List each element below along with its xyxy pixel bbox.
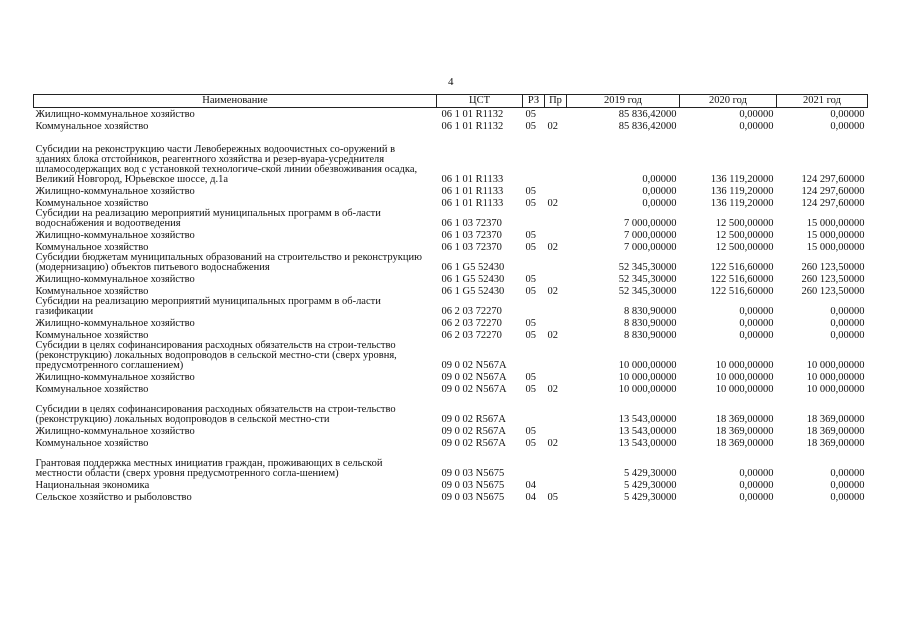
cell-2021: 10 000,00000 — [806, 372, 865, 383]
cell-name: Коммунальное хозяйство — [35, 121, 149, 132]
cell-2019: 10 000,00000 — [618, 360, 677, 371]
table-row — [34, 132, 868, 185]
cell-cst: 06 1 03 72370 — [441, 242, 502, 253]
cell-name: Субсидии бюджетам муниципальных образований на строительство и реконструкцию (модернизацию) объектов питьевого водоснабжения — [35, 252, 422, 273]
cell-2021: 124 297,60000 — [801, 198, 865, 209]
cell-cst: 09 0 03 N5675 — [441, 480, 505, 491]
cell-cst: 09 0 02 N567A — [441, 372, 507, 383]
cell-2021: 124 297,60000 — [801, 174, 865, 185]
cell-pr — [545, 229, 567, 241]
cell-name: Жилищно-коммунальное хозяйство — [35, 186, 195, 197]
cell-2019: 52 345,30000 — [618, 286, 677, 297]
cell-cst: 06 1 01 R1133 — [441, 174, 504, 185]
cell-2020: 18 369,00000 — [715, 414, 774, 425]
header-name: Наименование — [34, 95, 437, 108]
table-body — [34, 108, 868, 504]
cell-cst: 09 0 02 R567A — [441, 426, 506, 437]
cell-rz: 05 — [525, 330, 536, 341]
page-number: 4 — [448, 76, 454, 88]
cell-2020: 0,00000 — [739, 330, 774, 341]
cell-2020: 136 119,20000 — [710, 174, 774, 185]
cell-2019: 10 000,00000 — [618, 384, 677, 395]
table-row — [34, 479, 868, 491]
cell-cst: 06 2 03 72270 — [441, 330, 502, 341]
header-pr: Пр — [545, 95, 567, 108]
budget-table — [33, 94, 868, 503]
cell-2019: 13 543,00000 — [618, 426, 677, 437]
cell-2021: 10 000,00000 — [806, 360, 865, 371]
cell-name: Сельское хозяйство и рыболовство — [35, 492, 192, 503]
cell-2020: 0,00000 — [739, 492, 774, 503]
table-row — [34, 371, 868, 383]
table-header-row — [34, 95, 868, 108]
cell-name: Национальная экономика — [35, 480, 150, 491]
cell-rz: 05 — [525, 109, 536, 120]
cell-name: Коммунальное хозяйство — [35, 198, 149, 209]
cell-rz: 05 — [525, 286, 536, 297]
cell-name: Субсидии в целях софинансирования расходных обязательств на строи-тельство (реконструкцию) локальных водопроводов в сельской местно-сти (сверх уровня, предусмотренного соглашением) — [35, 340, 397, 371]
cell-rz: 04 — [525, 492, 536, 503]
cell-2019: 7 000,00000 — [624, 230, 677, 241]
cell-2020: 122 516,60000 — [710, 286, 774, 297]
cell-2020: 10 000,00000 — [715, 384, 774, 395]
cell-pr — [545, 297, 567, 317]
cell-name: Субсидии на реализацию мероприятий муниципальных программ в об-ласти водоснабжения и водоотведения — [35, 208, 381, 229]
cell-2019: 85 836,42000 — [618, 109, 677, 120]
table-row — [34, 395, 868, 425]
cell-pr — [545, 253, 567, 273]
cell-name: Коммунальное хозяйство — [35, 384, 149, 395]
cell-pr — [545, 425, 567, 437]
cell-2020: 18 369,00000 — [715, 426, 774, 437]
table-row — [34, 449, 868, 479]
cell-2020: 136 119,20000 — [710, 186, 774, 197]
cell-rz — [523, 449, 545, 479]
table-row — [34, 317, 868, 329]
cell-2019: 52 345,30000 — [618, 274, 677, 285]
cell-cst: 09 0 02 R567A — [441, 414, 506, 425]
table-row — [34, 120, 868, 132]
cell-2021: 0,00000 — [830, 330, 865, 341]
cell-rz: 05 — [525, 274, 536, 285]
cell-rz — [523, 341, 545, 371]
cell-2020: 0,00000 — [739, 121, 774, 132]
cell-2019: 0,00000 — [642, 186, 677, 197]
table-row — [34, 229, 868, 241]
cell-name: Субсидии на реконструкцию части Левобережных водоочистных со-оружений в зданиях блока отстойников, реагентного хозяйства и резер-вуара-усреднителя шламосодержащих вод с установкой технологиче-ской линии обезвоживания осадка, Великий Новгород, Юрьевское шоссе, д.1а — [35, 144, 418, 185]
cell-name: Коммунальное хозяйство — [35, 330, 149, 341]
table-row — [34, 273, 868, 285]
cell-cst: 06 1 01 R1133 — [441, 186, 504, 197]
cell-cst: 06 1 03 72370 — [441, 218, 502, 229]
header-2019: 2019 год — [567, 95, 680, 108]
cell-cst: 06 1 03 72370 — [441, 230, 502, 241]
cell-name: Субсидии на реализацию мероприятий муниципальных программ в об-ласти газификации — [35, 296, 381, 317]
cell-pr — [545, 395, 567, 425]
cell-name: Жилищно-коммунальное хозяйство — [35, 318, 195, 329]
cell-pr — [545, 449, 567, 479]
cell-pr: 02 — [547, 286, 558, 297]
cell-2019: 8 830,90000 — [624, 330, 677, 341]
table-row — [34, 341, 868, 371]
cell-2019: 5 429,30000 — [624, 480, 677, 491]
cell-2020: 10 000,00000 — [715, 372, 774, 383]
cell-rz: 05 — [525, 372, 536, 383]
cell-2019: 10 000,00000 — [618, 372, 677, 383]
cell-name: Коммунальное хозяйство — [35, 438, 149, 449]
cell-rz: 05 — [525, 121, 536, 132]
cell-2019: 8 830,90000 — [624, 306, 677, 317]
cell-rz: 05 — [525, 384, 536, 395]
table-row — [34, 209, 868, 229]
cell-rz: 05 — [525, 242, 536, 253]
cell-2019: 8 830,90000 — [624, 318, 677, 329]
cell-pr: 02 — [547, 438, 558, 449]
cell-pr: 05 — [547, 492, 558, 503]
cell-2021: 260 123,50000 — [801, 286, 865, 297]
cell-rz: 05 — [525, 426, 536, 437]
cell-2021: 18 369,00000 — [806, 414, 865, 425]
cell-name: Субсидии в целях софинансирования расходных обязательств на строи-тельство (реконструкцию) локальных водопроводов в сельской местно-сти — [35, 404, 396, 425]
table-row — [34, 297, 868, 317]
cell-rz: 05 — [525, 198, 536, 209]
cell-pr: 02 — [547, 330, 558, 341]
table-row — [34, 491, 868, 503]
cell-2021: 10 000,00000 — [806, 384, 865, 395]
cell-cst: 06 1 G5 52430 — [441, 274, 505, 285]
cell-2019: 0,00000 — [642, 198, 677, 209]
cell-pr — [545, 317, 567, 329]
header-2020: 2020 год — [680, 95, 777, 108]
table-row — [34, 383, 868, 395]
cell-cst: 06 2 03 72270 — [441, 306, 502, 317]
cell-name: Жилищно-коммунальное хозяйство — [35, 230, 195, 241]
cell-2020: 0,00000 — [739, 318, 774, 329]
cell-pr — [545, 185, 567, 197]
cell-2019: 0,00000 — [642, 174, 677, 185]
table-row — [34, 437, 868, 449]
cell-pr: 02 — [547, 198, 558, 209]
cell-2021: 124 297,60000 — [801, 186, 865, 197]
cell-cst: 09 0 03 N5675 — [441, 492, 505, 503]
cell-rz — [523, 132, 545, 185]
cell-2020: 18 369,00000 — [715, 438, 774, 449]
cell-pr — [545, 132, 567, 185]
cell-2020: 0,00000 — [739, 109, 774, 120]
cell-2020: 136 119,20000 — [710, 198, 774, 209]
cell-2020: 0,00000 — [739, 468, 774, 479]
cell-2019: 7 000,00000 — [624, 242, 677, 253]
cell-cst: 06 2 03 72270 — [441, 318, 502, 329]
table-row — [34, 108, 868, 121]
cell-cst: 09 0 02 R567A — [441, 438, 506, 449]
cell-cst: 06 1 01 R1132 — [441, 121, 504, 132]
cell-rz: 05 — [525, 230, 536, 241]
cell-rz — [523, 297, 545, 317]
cell-2021: 15 000,00000 — [806, 230, 865, 241]
cell-2020: 122 516,60000 — [710, 274, 774, 285]
cell-2019: 5 429,30000 — [624, 468, 677, 479]
cell-2021: 0,00000 — [830, 468, 865, 479]
cell-rz — [523, 395, 545, 425]
cell-2021: 0,00000 — [830, 318, 865, 329]
header-2021: 2021 год — [777, 95, 868, 108]
cell-name: Жилищно-коммунальное хозяйство — [35, 274, 195, 285]
cell-rz: 05 — [525, 318, 536, 329]
cell-2021: 18 369,00000 — [806, 426, 865, 437]
cell-name: Грантовая поддержка местных инициатив граждан, проживающих в сельской местности области (сверх уровня предусмотренного согла-шением) — [35, 458, 383, 479]
cell-2020: 0,00000 — [739, 306, 774, 317]
table-row — [34, 185, 868, 197]
cell-pr — [545, 341, 567, 371]
cell-name: Коммунальное хозяйство — [35, 286, 149, 297]
cell-pr: 02 — [547, 242, 558, 253]
cell-name: Коммунальное хозяйство — [35, 242, 149, 253]
cell-pr: 02 — [547, 121, 558, 132]
cell-pr: 02 — [547, 384, 558, 395]
cell-2020: 12 500,00000 — [715, 242, 774, 253]
cell-cst: 06 1 G5 52430 — [441, 286, 505, 297]
table-row — [34, 425, 868, 437]
cell-pr — [545, 209, 567, 229]
cell-2021: 0,00000 — [830, 109, 865, 120]
cell-pr — [545, 479, 567, 491]
cell-rz — [523, 253, 545, 273]
cell-2021: 0,00000 — [830, 480, 865, 491]
cell-2019: 5 429,30000 — [624, 492, 677, 503]
cell-2019: 13 543,00000 — [618, 438, 677, 449]
cell-2021: 0,00000 — [830, 121, 865, 132]
cell-pr — [545, 108, 567, 121]
cell-2021: 260 123,50000 — [801, 274, 865, 285]
cell-pr — [545, 371, 567, 383]
cell-2021: 0,00000 — [830, 492, 865, 503]
header-rz: РЗ — [523, 95, 545, 108]
cell-cst: 09 0 03 N5675 — [441, 468, 505, 479]
cell-2021: 260 123,50000 — [801, 262, 865, 273]
table-row — [34, 253, 868, 273]
cell-2021: 0,00000 — [830, 306, 865, 317]
cell-rz: 05 — [525, 438, 536, 449]
cell-2020: 12 500,00000 — [715, 230, 774, 241]
cell-cst: 06 1 G5 52430 — [441, 262, 505, 273]
cell-2020: 10 000,00000 — [715, 360, 774, 371]
cell-pr — [545, 273, 567, 285]
cell-cst: 06 1 01 R1132 — [441, 109, 504, 120]
cell-2021: 15 000,00000 — [806, 242, 865, 253]
cell-2019: 52 345,30000 — [618, 262, 677, 273]
cell-cst: 09 0 02 N567A — [441, 360, 507, 371]
cell-rz — [523, 209, 545, 229]
header-cst: ЦСТ — [437, 95, 523, 108]
cell-2020: 0,00000 — [739, 480, 774, 491]
cell-2021: 18 369,00000 — [806, 438, 865, 449]
cell-2019: 7 000,00000 — [624, 218, 677, 229]
cell-2019: 13 543,00000 — [618, 414, 677, 425]
cell-2020: 122 516,60000 — [710, 262, 774, 273]
cell-rz: 04 — [525, 480, 536, 491]
cell-name: Жилищно-коммунальное хозяйство — [35, 109, 195, 120]
cell-2019: 85 836,42000 — [618, 121, 677, 132]
cell-2020: 12 500,00000 — [715, 218, 774, 229]
cell-cst: 06 1 01 R1133 — [441, 198, 504, 209]
cell-2021: 15 000,00000 — [806, 218, 865, 229]
cell-rz: 05 — [525, 186, 536, 197]
cell-cst: 09 0 02 N567A — [441, 384, 507, 395]
cell-name: Жилищно-коммунальное хозяйство — [35, 372, 195, 383]
cell-name: Жилищно-коммунальное хозяйство — [35, 426, 195, 437]
